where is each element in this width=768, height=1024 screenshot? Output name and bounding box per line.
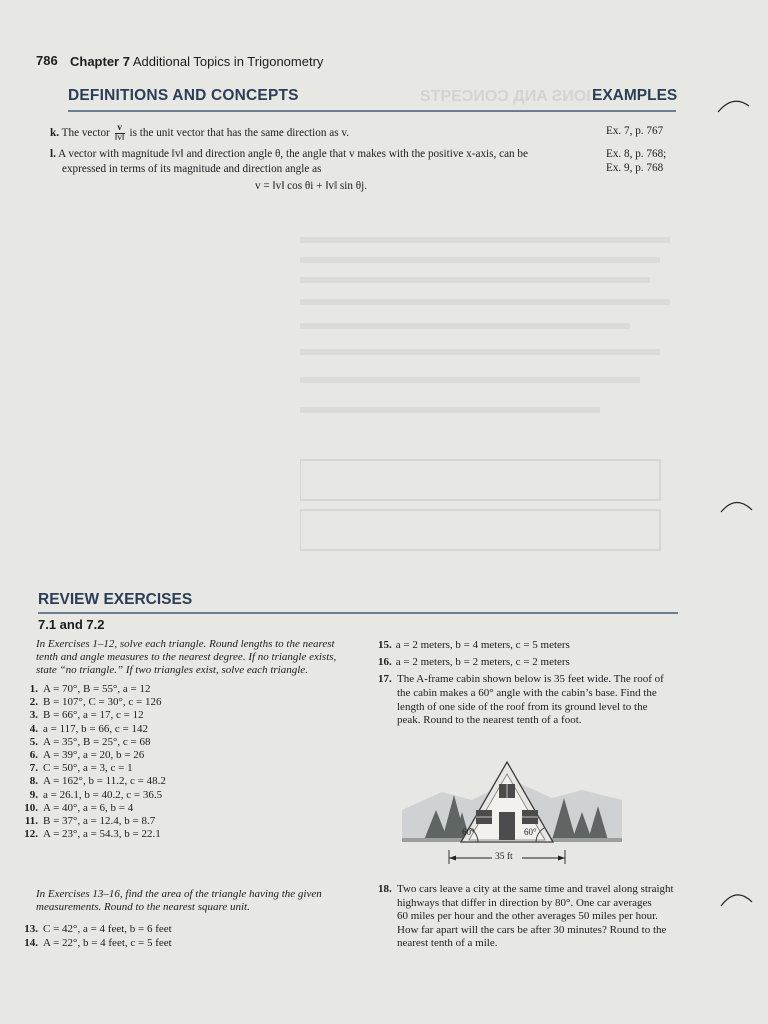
instruction-line: state “no triangle.” If two triangles exist, solve each triangle. (36, 664, 308, 676)
section-rule (68, 110, 676, 112)
instruction-line: tenth and angle measures to the nearest degree. If no triangle exists, (36, 651, 337, 663)
problem-line: the cabin makes a 60° angle with the cabin’s base. Find the (397, 686, 657, 699)
exercise-17: 17. The A-frame cabin shown below is 35 feet wide. The roof of the cabin makes a 60° angle with the cabin’s base. Find the length of one side of the roof from its ground level to the peak. Round to the nearest tenth of a foot. (378, 673, 698, 728)
review-heading: REVIEW EXERCISES (38, 591, 193, 608)
example-ref: Ex. 9, p. 768 (606, 162, 664, 174)
chapter-label: Chapter 7 (70, 54, 130, 69)
definitions-heading: DEFINITIONS AND CONCEPTS (68, 87, 299, 104)
margin-curl-mark (718, 492, 758, 522)
instruction-line: In Exercises 13–16, find the area of the triangle having the given (36, 888, 322, 900)
exercise-item: 10. A = 40°, a = 6, b = 4 (24, 801, 134, 814)
definition-item-l (50, 147, 590, 176)
exercise-15: 15. a = 2 meters, b = 4 meters, c = 5 meters (378, 639, 570, 651)
exercise-item: 13. C = 42°, a = 4 feet, b = 6 feet (24, 923, 172, 935)
cabin-door (499, 812, 515, 840)
problem-line: length of one side of the roof from its ground level to the (397, 700, 648, 713)
angle-label-right: 60° (524, 827, 537, 837)
problem-line: The A-frame cabin shown below is 35 feet wide. The roof of (397, 673, 664, 685)
instruction-line: In Exercises 1–12, solve each triangle. Round lengths to the nearest (36, 638, 335, 650)
problem-line: How far apart will the cars be after 30 minutes? Round to the (397, 923, 667, 936)
example-ref: Ex. 8, p. 768; (606, 148, 667, 160)
a-frame-cabin-figure (402, 740, 622, 868)
exercise-item: 1. A = 70°, B = 55°, a = 12 (29, 683, 151, 695)
exercise-list-2 (14, 922, 172, 950)
page-number: 786 (36, 53, 58, 68)
margin-curl-mark (718, 884, 758, 914)
margin-curl-mark (715, 92, 755, 122)
fraction-denominator: ‖v‖ (114, 133, 125, 143)
instructions-1 (36, 638, 366, 677)
examples-heading: EXAMPLES (592, 87, 678, 104)
running-header (70, 54, 323, 69)
exercise-item: 14. A = 22°, b = 4 feet, c = 5 feet (24, 937, 172, 949)
problem-line: nearest tenth of a mile. (397, 937, 498, 950)
exercise-16: 16. a = 2 meters, b = 2 meters, c = 2 meters (378, 656, 570, 668)
chapter-title: Additional Topics in Trigonometry (132, 54, 324, 69)
item-letter: k. (50, 127, 60, 140)
item-text: The vector (61, 127, 110, 140)
exercise-list-1 (14, 683, 166, 841)
problem-line: 60 miles per hour and the other averages 50 miles per hour. (397, 910, 658, 923)
exercise-item: 12. A = 23°, a = 54.3, b = 22.1 (24, 828, 161, 841)
exercise-item: 7. C = 50°, a = 3, c = 1 (29, 762, 133, 775)
section-label: 7.1 and 7.2 (38, 617, 105, 632)
exercise-item: 11. B = 37°, a = 12.4, b = 8.7 (24, 815, 156, 828)
instructions-2 (36, 888, 371, 914)
vector-formula: v = ‖v‖ cos θi + ‖v‖ sin θj. (255, 180, 368, 192)
section-rule (38, 612, 678, 614)
item-letter: l. (50, 148, 56, 160)
definition-item-k (50, 124, 590, 143)
exercise-18: 18. Two cars leave a city at the same time and travel along straight highways that differ in direction by 80°. One car averages 60 miles per hour and the other averages 50 miles per hour. How far apart will the cars be after 30 minutes? Round to the nearest tenth of a mile. (378, 883, 698, 951)
exercise-item: 3. B = 66°, a = 17, c = 12 (29, 709, 144, 722)
exercise-item: 2. B = 107°, C = 30°, c = 126 (29, 696, 162, 709)
item-text: expressed in terms of its magnitude and direction angle as (62, 162, 322, 175)
fraction-numerator: v (115, 124, 125, 134)
exercise-item: 8. A = 162°, b = 11.2, c = 48.2 (29, 775, 166, 788)
item-text: A vector with magnitude ‖v‖ and direction angle θ, the angle that v makes with the positive x-axis, can be (58, 148, 528, 160)
exercise-item: 4. a = 117, b = 66, c = 142 (29, 722, 148, 735)
width-label: 35 ft (495, 852, 513, 862)
problem-line: highways that differ in direction by 80°. One car averages (397, 896, 652, 909)
bleed-through-lines (300, 230, 680, 590)
unit-vector-fraction (115, 124, 125, 143)
angle-label-left: 60° (462, 827, 475, 837)
example-ref: Ex. 7, p. 767 (606, 125, 664, 137)
bleed-through-heading: STPEƆИOƆ ДИA ƧИOI (420, 88, 591, 105)
exercise-item: 9. a = 26.1, b = 40.2, c = 36.5 (29, 788, 163, 801)
exercise-item: 5. A = 35°, B = 25°, c = 68 (29, 735, 151, 748)
item-text: is the unit vector that has the same direction as v. (129, 127, 350, 140)
problem-line: peak. Round to the nearest tenth of a foot. (397, 714, 582, 727)
exercise-item: 6. A = 39°, a = 20, b = 26 (29, 749, 145, 762)
problem-line: Two cars leave a city at the same time and travel along straight (397, 883, 674, 895)
instruction-line: measurements. Round to the nearest square unit. (36, 901, 250, 913)
